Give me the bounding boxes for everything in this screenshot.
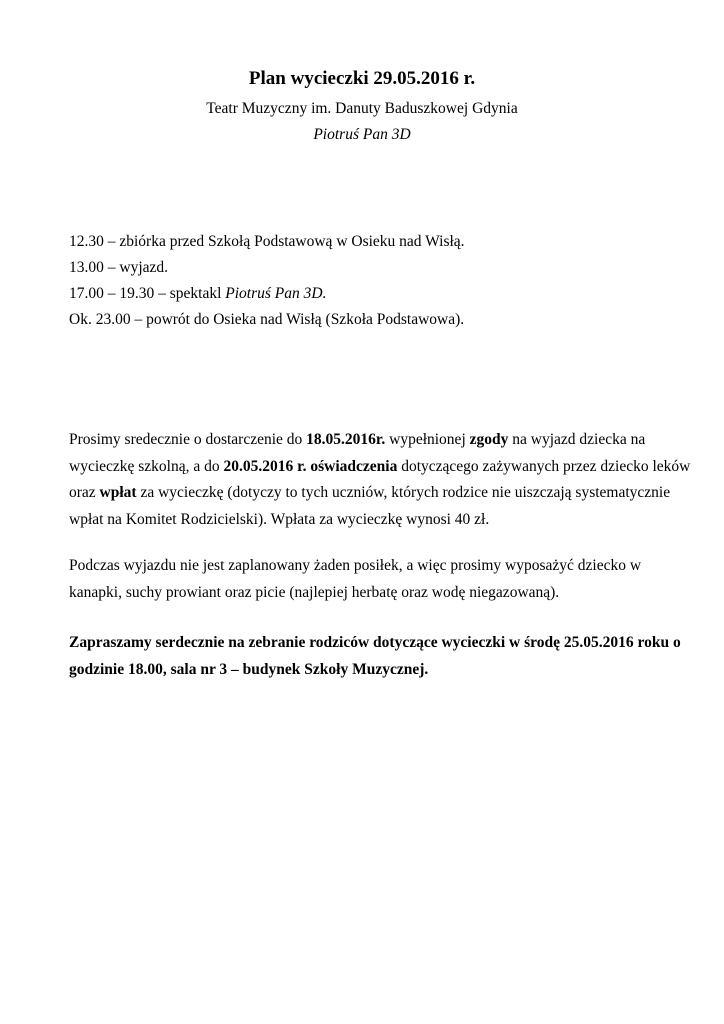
consent-line-1 (69, 427, 669, 454)
schedule-item-return: Ok. 23.00 – powrót do Osieka nad Wisłą (Szkoła Podstawowa). (69, 311, 465, 328)
food-paragraph (69, 553, 669, 606)
invitation-line-1: Zapraszamy serdecznie na zebranie rodziców dotyczące wycieczki w środę 25.05.2016 roku o (69, 634, 681, 651)
consent-line-2 (69, 454, 691, 481)
consent-text: Prosimy sredecznie o dostarczenie do (69, 431, 307, 448)
consent-text: oraz (69, 484, 100, 501)
consent-line-4: wpłat na Komitet Rodzicielski). Wpłata za wycieczkę wynosi 40 zł. (69, 510, 490, 528)
consent-text: dotyczącego zażywanych przez dziecko leków (397, 457, 691, 475)
consent-deadline: 18.05.2016r. (306, 431, 386, 448)
food-line-2: kanapki, suchy prowiant oraz picie (najlepiej herbatę oraz wodę niegazowaną). (69, 583, 560, 601)
consent-keyword: zgody (469, 431, 509, 448)
invitation-line-2: godzinie 18.00, sala nr 3 – budynek Szkoły Muzycznej. (69, 660, 429, 678)
declaration-deadline: 20.05.2016 r. oświadczenia (223, 457, 398, 475)
consent-text: za wycieczkę (dotyczy to tych uczniów, których rodzice nie uiszczają systematycznie (136, 484, 671, 501)
schedule-item-performance-time: 17.00 – 19.30 – spektakl (69, 285, 226, 302)
meeting-invitation (69, 630, 681, 683)
venue-line: Teatr Muzyczny im. Danuty Baduszkowej Gdynia (206, 100, 518, 117)
page-title: Plan wycieczki 29.05.2016 r. (248, 68, 476, 89)
schedule-list (69, 229, 465, 333)
consent-text: na wyjazd dziecka na (508, 431, 646, 448)
schedule-item-performance (69, 281, 465, 307)
schedule-item-gathering: 12.30 – zbiórka przed Szkołą Podstawową w Osieku nad Wisłą. (69, 233, 465, 250)
schedule-item-performance-play: Piotruś Pan 3D. (225, 285, 327, 302)
play-title: Piotruś Pan 3D (313, 126, 411, 143)
consent-text: wypełnionej (385, 431, 470, 448)
consent-line-3 (69, 480, 669, 507)
consent-text: wycieczkę szkolną, a do (69, 457, 224, 475)
food-line-1: Podczas wyjazdu nie jest zaplanowany żaden posiłek, a więc prosimy wyposażyć dziecko w (69, 557, 642, 574)
schedule-item-departure: 13.00 – wyjazd. (69, 259, 169, 276)
payment-keyword: wpłat (99, 484, 137, 501)
consent-paragraph (69, 427, 691, 533)
